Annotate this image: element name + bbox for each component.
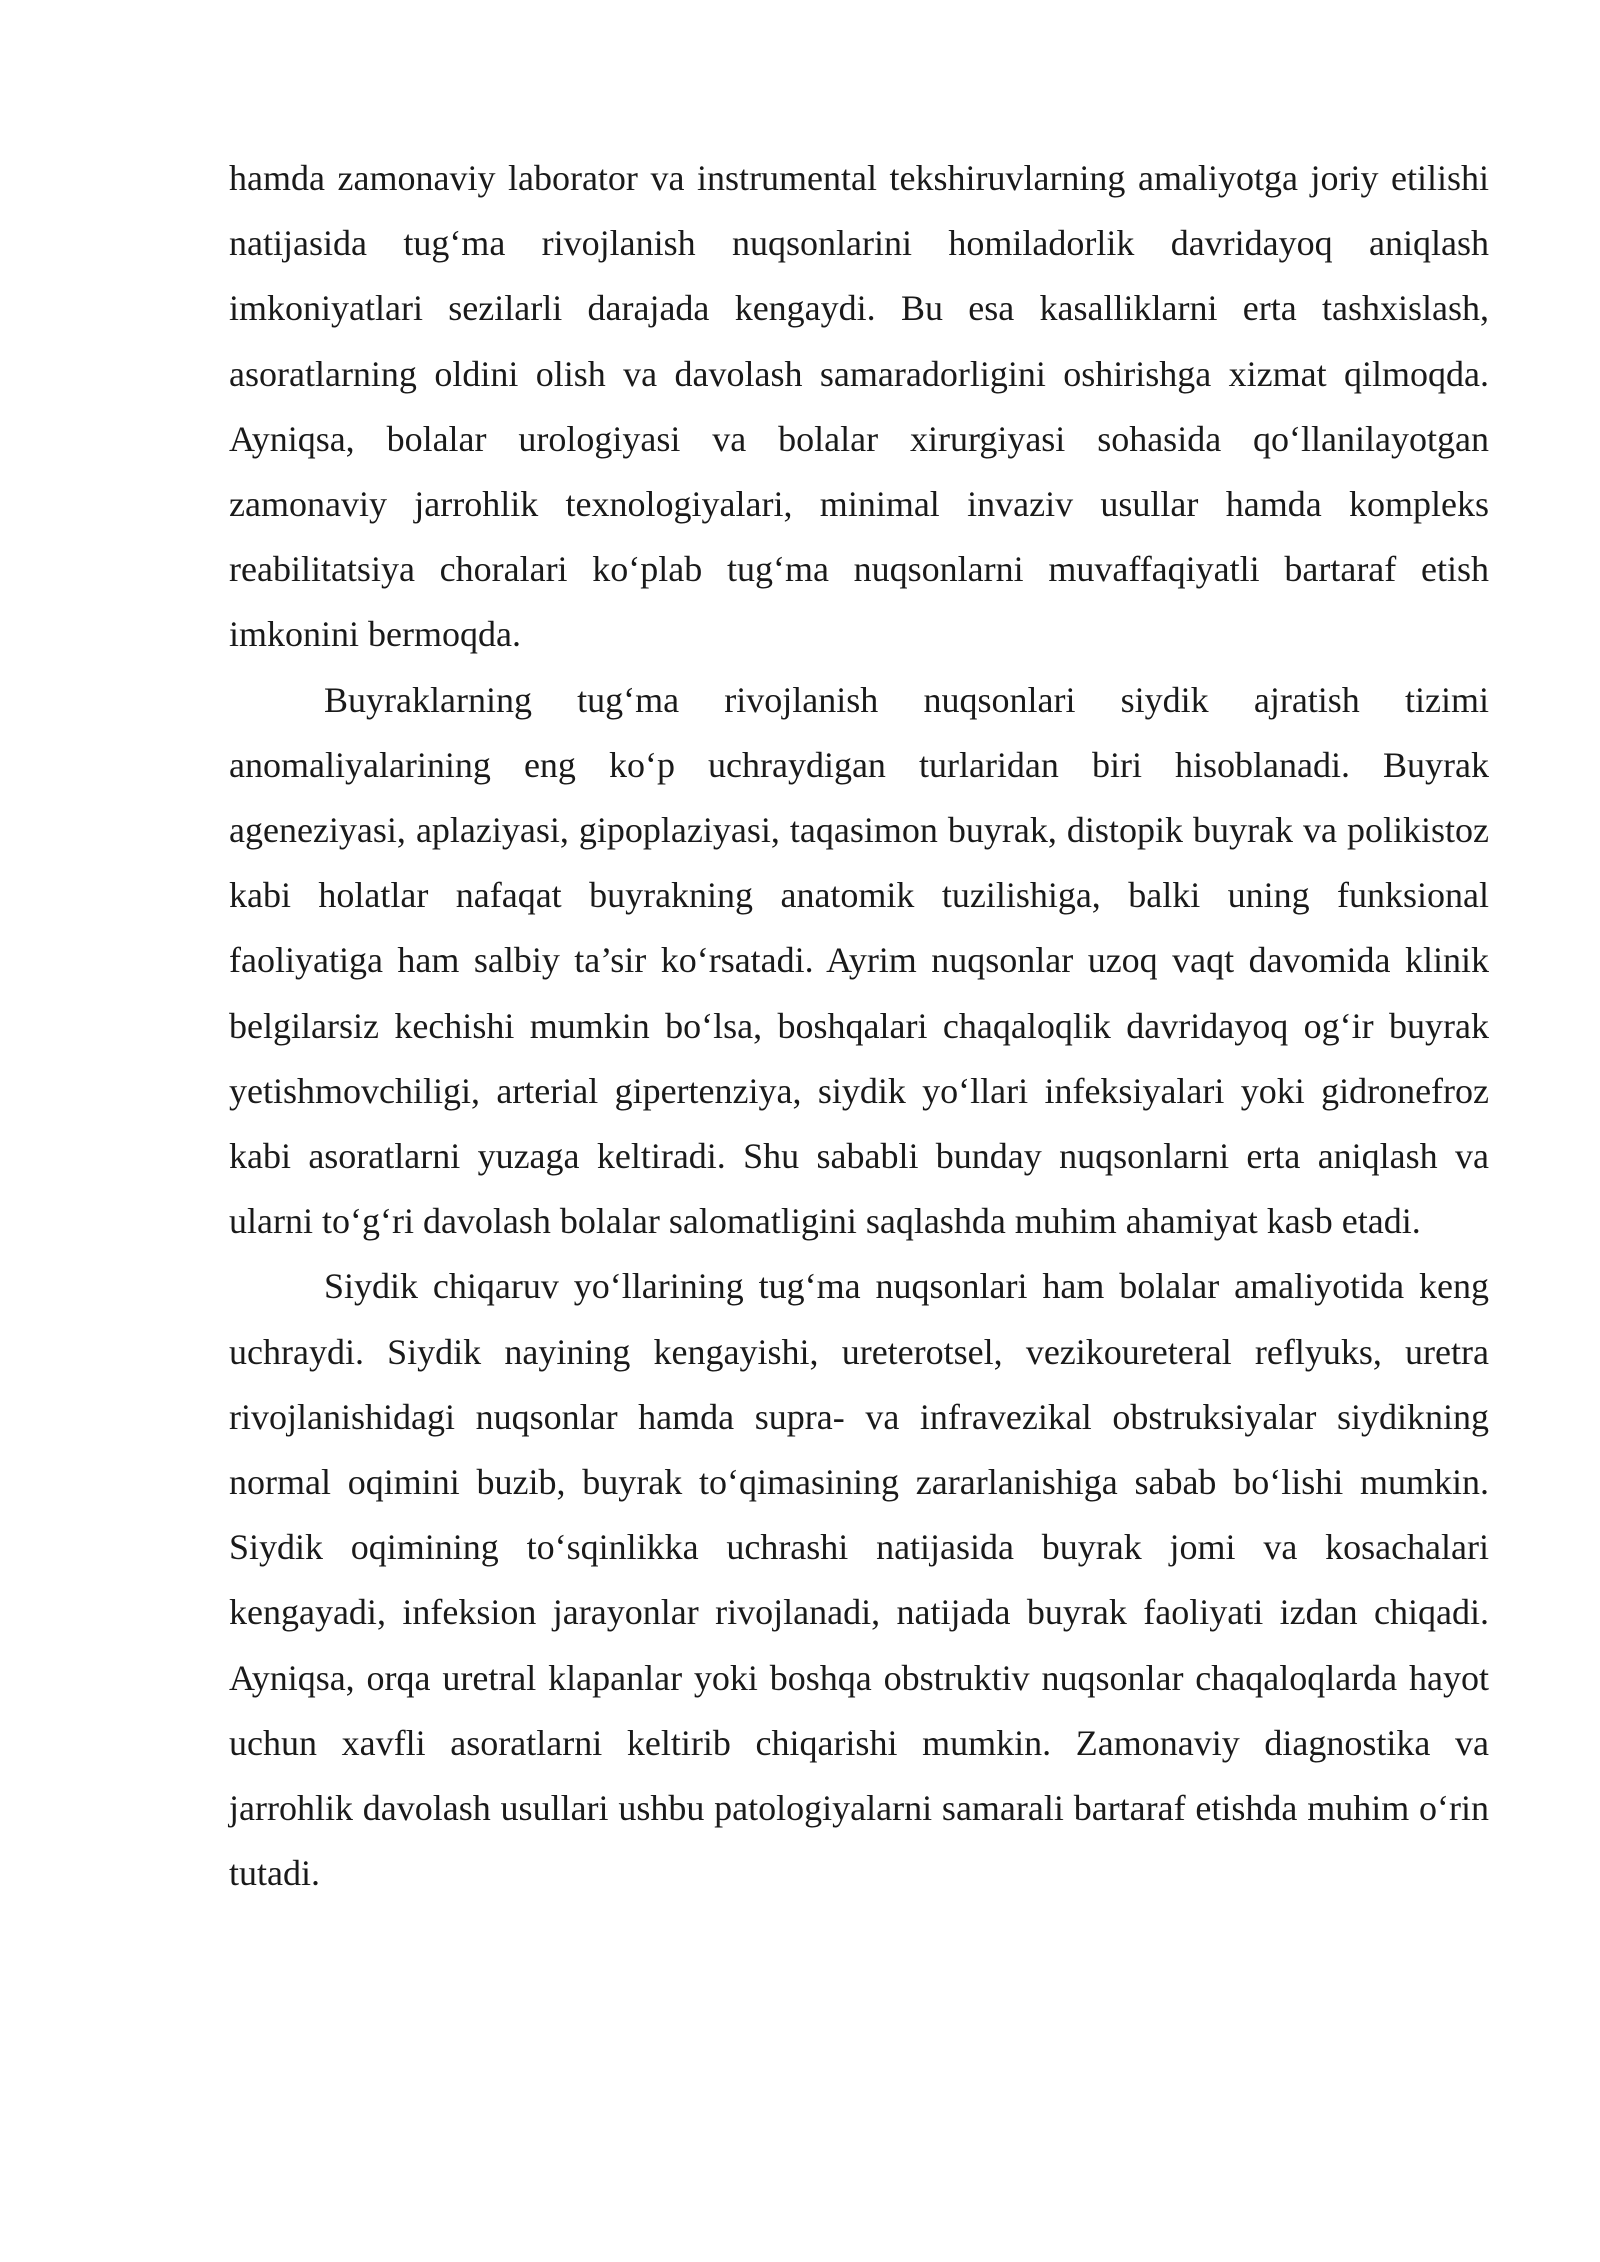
paragraph-continuation: hamda zamonaviy laborator va instrumental tekshiruvlarning amaliyotga joriy etilishi natijasida tug‘ma rivojlanish nuqsonlarini homiladorlik davridayoq aniqlash imkoniyatlari sezilarli darajada kengaydi. Bu esa kasalliklarni erta tashxislash, asoratlarning oldini olish va davolash samaradorligini oshirishga xizmat qilmoqda. Ayniqsa, bolalar urologiyasi va bolalar xirurgiyasi sohasida qo‘llanilayotgan zamonaviy jarrohlik texnologiyalari, minimal invaziv usullar hamda kompleks reabilitatsiya choralari ko‘plab tug‘ma nuqsonlarni muvaffaqiyatli bartaraf etish imkonini bermoqda. <box>229 158 1489 655</box>
paragraph-kidney-defects: Buyraklarning tug‘ma rivojlanish nuqsonlari siydik ajratish tizimi anomaliyalarining eng ko‘p uchraydigan turlaridan biri hisoblanadi. Buyrak ageneziyasi, aplaziyasi, gipoplaziyasi, taqasimon buyrak, distopik buyrak va polikistoz kabi holatlar nafaqat buyrakning anatomik tuzilishiga, balki uning funksional faoliyatiga ham salbiy ta’sir ko‘rsatadi. Ayrim nuqsonlar uzoq vaqt davomida klinik belgilarsiz kechishi mumkin bo‘lsa, boshqalari chaqaloqlik davridayoq og‘ir buyrak yetishmovchiligi, arterial gipertenziya, siydik yo‘llari infeksiyalari yoki gidronefroz kabi asoratlarni yuzaga keltiradi. Shu sababli bunday nuqsonlarni erta aniqlash va ularni to‘g‘ri davolash bolalar salomatligini saqlashda muhim ahamiyat kasb etadi. <box>229 679 1489 1242</box>
paragraph-urinary-tract-defects: Siydik chiqaruv yo‘llarining tug‘ma nuqsonlari ham bolalar amaliyotida keng uchraydi. Siydik nayining kengayishi, ureterotsel, vezikoureteral reflyuks, uretra rivojlanishidagi nuqsonlar hamda supra- va infravezikal obstruksiyalar siydikning normal oqimini buzib, buyrak to‘qimasining zararlanishiga sabab bo‘lishi mumkin. Siydik oqimining to‘sqinlikka uchrashi natijasida buyrak jomi va kosachalari kengayadi, infeksion jarayonlar rivojlanadi, natijada buyrak faoliyati izdan chiqadi. Ayniqsa, orqa uretral klapanlar yoki boshqa obstruktiv nuqsonlar chaqaloqlarda hayot uchun xavfli asoratlarni keltirib chiqarishi mumkin. Zamonaviy diagnostika va jarrohlik davolash usullari ushbu patologiyalarni samarali bartaraf etishda muhim o‘rin tutadi. <box>229 1266 1489 1894</box>
body-text <box>229 146 1489 1906</box>
